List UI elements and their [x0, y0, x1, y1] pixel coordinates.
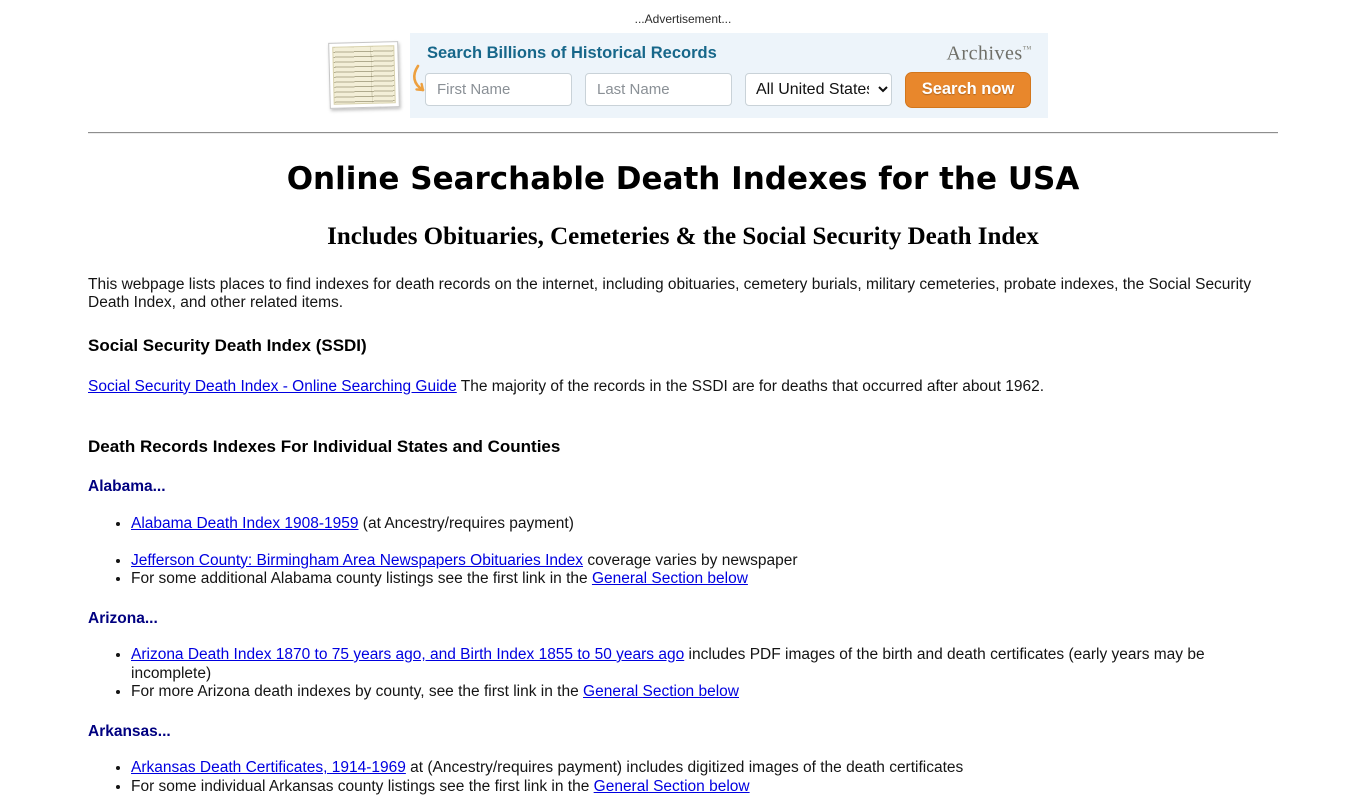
list-item — [131, 515, 1278, 534]
text-run: The majority of the records in the SSDI are for deaths that occurred after about 1962. — [457, 378, 1044, 395]
text-run: includes PDF images of the birth and death certificates (early years may be incomplete) — [131, 646, 1205, 682]
death-certificate-thumbnail — [318, 33, 410, 118]
text-link[interactable]: Social Security Death Index - Online Searching Guide — [88, 378, 457, 395]
ad-heading: Search Billions of Historical Records — [427, 44, 717, 63]
ssdi-heading: Social Security Death Index (SSDI) — [88, 336, 1278, 356]
certificate-image — [328, 41, 400, 109]
state-heading: Arizona... — [88, 610, 1278, 629]
list-item — [131, 646, 1278, 683]
list-item — [131, 683, 1278, 702]
state-heading: Arkansas... — [88, 723, 1278, 742]
text-link[interactable]: General Section below — [583, 683, 739, 700]
text-link[interactable]: General Section below — [594, 778, 750, 795]
region-select[interactable] — [745, 73, 892, 106]
text-link[interactable]: Arkansas Death Certificates, 1914-1969 — [131, 759, 406, 776]
text-link[interactable]: Arizona Death Index 1870 to 75 years ago, and Birth Index 1855 to 50 years ago — [131, 646, 684, 663]
text-link[interactable]: Alabama Death Index 1908-1959 — [131, 515, 359, 532]
state-links-list — [88, 515, 1278, 589]
page-subtitle: Includes Obituaries, Cemeteries & the Social Security Death Index — [88, 223, 1278, 251]
ad-panel — [410, 33, 1048, 118]
ad-banner — [318, 33, 1048, 118]
divider — [88, 132, 1278, 134]
search-now-button[interactable]: Search now — [905, 72, 1031, 108]
text-link[interactable]: General Section below — [592, 570, 748, 587]
text-run: coverage varies by newspaper — [583, 552, 798, 569]
last-name-input[interactable] — [585, 73, 732, 106]
text-run: at (Ancestry/requires payment) includes digitized images of the death certificates — [406, 759, 963, 776]
advertisement-label: ...Advertisement... — [0, 0, 1366, 29]
text-run: For more Arizona death indexes by county, see the first link in the — [131, 683, 583, 700]
state-links-list — [88, 646, 1278, 702]
list-item — [131, 778, 1278, 796]
states-section — [88, 478, 1278, 796]
archives-logo — [946, 40, 1032, 63]
text-run: (at Ancestry/requires payment) — [359, 515, 574, 532]
trademark-symbol: ™ — [1023, 44, 1032, 54]
certificate-image-lines — [332, 45, 395, 105]
text-run: For some additional Alabama county listings see the first link in the — [131, 570, 592, 587]
page-title: Online Searchable Death Indexes for the USA — [88, 162, 1278, 197]
ssdi-paragraph — [88, 378, 1278, 397]
state-links-list — [88, 759, 1278, 796]
list-item — [131, 552, 1278, 571]
list-item — [131, 570, 1278, 589]
archives-logo-text: Archives — [946, 42, 1022, 64]
first-name-input[interactable] — [425, 73, 572, 106]
states-heading: Death Records Indexes For Individual States and Counties — [88, 437, 1278, 457]
list-item — [131, 759, 1278, 778]
text-link[interactable]: Jefferson County: Birmingham Area Newspapers Obituaries Index — [131, 552, 583, 569]
text-run: For some individual Arkansas county listings see the first link in the — [131, 778, 594, 795]
main-content — [88, 162, 1278, 796]
intro-paragraph: This webpage lists places to find indexes for death records on the internet, including obituaries, cemetery burials, military cemeteries, probate indexes, the Social Security Death Index, and other related items. — [88, 276, 1278, 313]
ad-search-form — [425, 72, 1031, 108]
state-heading: Alabama... — [88, 478, 1278, 497]
